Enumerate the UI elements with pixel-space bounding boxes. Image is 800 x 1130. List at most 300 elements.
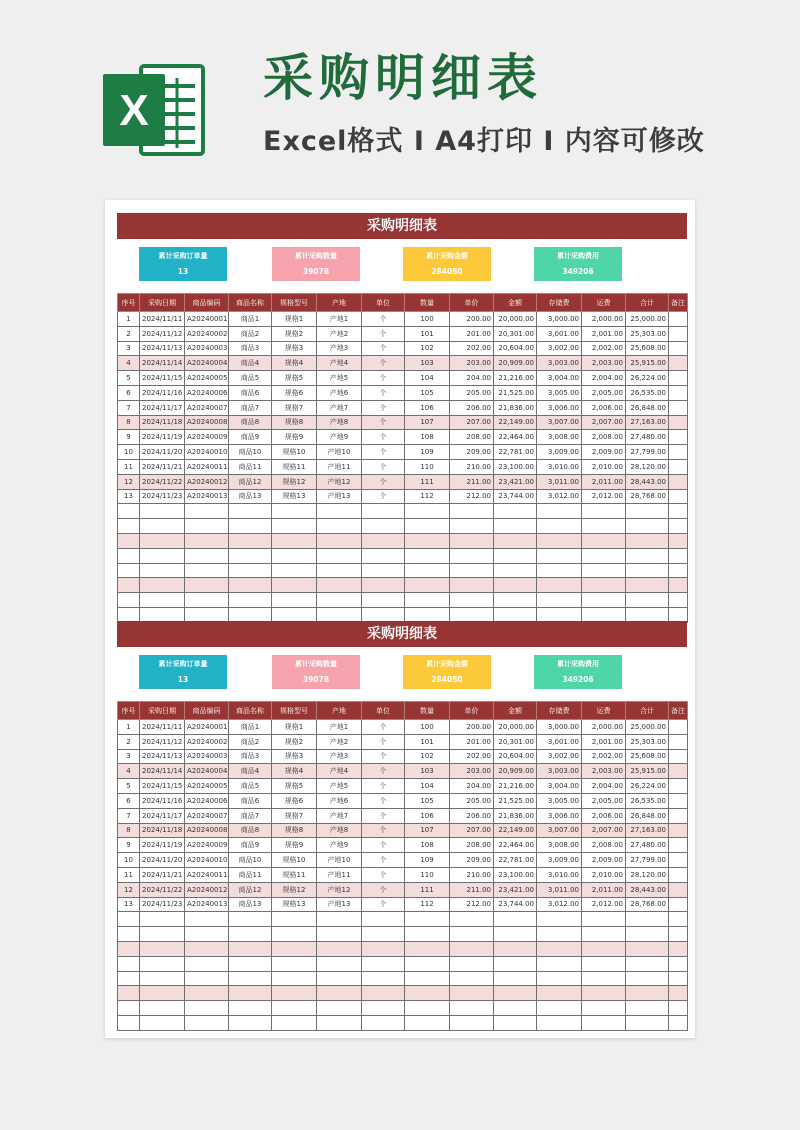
table-cell[interactable]: 2,007.00 (582, 415, 626, 430)
table-cell[interactable]: 商品4 (229, 764, 272, 779)
table-cell[interactable]: 106 (405, 400, 450, 415)
table-cell[interactable] (272, 1001, 317, 1016)
table-cell[interactable]: 23,744.00 (494, 489, 537, 504)
table-cell[interactable]: 2 (118, 326, 140, 341)
table-cell[interactable]: 商品5 (229, 371, 272, 386)
table-cell[interactable]: 2,012.00 (582, 897, 626, 912)
table-cell[interactable] (229, 533, 272, 548)
table-cell[interactable]: 108 (405, 838, 450, 853)
table-cell[interactable]: 204.00 (450, 779, 494, 794)
table-cell[interactable] (118, 578, 140, 593)
table-cell[interactable] (185, 986, 229, 1001)
table-cell[interactable]: 产地1 (317, 312, 362, 327)
table-cell[interactable] (118, 593, 140, 608)
table-cell[interactable] (405, 548, 450, 563)
table-cell[interactable]: 20,604.00 (494, 749, 537, 764)
table-cell[interactable] (362, 593, 405, 608)
table-cell[interactable]: A20240008 (185, 823, 229, 838)
table-cell[interactable] (405, 927, 450, 942)
table-cell[interactable]: 规格12 (272, 474, 317, 489)
table-cell[interactable] (494, 593, 537, 608)
table-cell[interactable] (229, 956, 272, 971)
table-cell[interactable] (317, 533, 362, 548)
table-cell[interactable] (669, 764, 688, 779)
table-cell[interactable] (118, 956, 140, 971)
table-cell[interactable]: 207.00 (450, 415, 494, 430)
table-cell[interactable]: 商品1 (229, 312, 272, 327)
table-cell[interactable] (140, 607, 185, 622)
table-cell[interactable]: 9 (118, 838, 140, 853)
table-cell[interactable] (405, 519, 450, 534)
table-cell[interactable]: 21,525.00 (494, 385, 537, 400)
table-cell[interactable] (362, 941, 405, 956)
table-cell[interactable]: 22,781.00 (494, 853, 537, 868)
table-cell[interactable] (362, 971, 405, 986)
table-cell[interactable] (669, 607, 688, 622)
table-cell[interactable]: 个 (362, 312, 405, 327)
table-cell[interactable] (669, 430, 688, 445)
table-cell[interactable]: 2,009.00 (582, 445, 626, 460)
table-cell[interactable]: 6 (118, 385, 140, 400)
table-cell[interactable]: 规格6 (272, 793, 317, 808)
table-cell[interactable] (582, 593, 626, 608)
table-cell[interactable] (626, 504, 669, 519)
table-cell[interactable]: A20240012 (185, 474, 229, 489)
table-cell[interactable] (669, 986, 688, 1001)
table-cell[interactable]: 13 (118, 897, 140, 912)
table-cell[interactable] (582, 578, 626, 593)
table-cell[interactable] (582, 1001, 626, 1016)
table-cell[interactable]: 205.00 (450, 793, 494, 808)
table-cell[interactable]: 102 (405, 749, 450, 764)
table-cell[interactable]: 2,001.00 (582, 326, 626, 341)
table-cell[interactable]: 个 (362, 415, 405, 430)
table-cell[interactable]: A20240009 (185, 838, 229, 853)
table-cell[interactable]: 规格11 (272, 459, 317, 474)
table-cell[interactable]: 产地5 (317, 779, 362, 794)
table-cell[interactable] (537, 519, 582, 534)
table-cell[interactable]: 产地7 (317, 808, 362, 823)
table-cell[interactable]: 3,005.00 (537, 385, 582, 400)
table-cell[interactable]: 2,009.00 (582, 853, 626, 868)
table-cell[interactable]: 108 (405, 430, 450, 445)
table-cell[interactable]: 产地13 (317, 897, 362, 912)
table-cell[interactable]: 11 (118, 459, 140, 474)
table-cell[interactable] (669, 971, 688, 986)
table-cell[interactable] (272, 533, 317, 548)
table-cell[interactable]: 27,799.00 (626, 853, 669, 868)
table-cell[interactable] (582, 1015, 626, 1030)
table-cell[interactable]: 23,100.00 (494, 867, 537, 882)
table-cell[interactable] (582, 533, 626, 548)
table-cell[interactable]: 3,006.00 (537, 400, 582, 415)
table-cell[interactable]: 21,836.00 (494, 808, 537, 823)
table-cell[interactable]: 2024/11/16 (140, 385, 185, 400)
table-cell[interactable] (494, 971, 537, 986)
table-cell[interactable]: 产地9 (317, 430, 362, 445)
table-cell[interactable]: 112 (405, 489, 450, 504)
table-cell[interactable]: A20240013 (185, 489, 229, 504)
table-cell[interactable] (185, 607, 229, 622)
table-cell[interactable]: 规格3 (272, 749, 317, 764)
table-cell[interactable] (669, 882, 688, 897)
table-cell[interactable]: 个 (362, 823, 405, 838)
table-cell[interactable]: 209.00 (450, 853, 494, 868)
table-cell[interactable] (494, 504, 537, 519)
table-cell[interactable] (669, 749, 688, 764)
table-cell[interactable]: A20240008 (185, 415, 229, 430)
table-cell[interactable]: 商品1 (229, 720, 272, 735)
table-cell[interactable]: 2,010.00 (582, 459, 626, 474)
table-cell[interactable]: 3,012.00 (537, 897, 582, 912)
table-cell[interactable]: 个 (362, 326, 405, 341)
table-cell[interactable]: 2,003.00 (582, 764, 626, 779)
table-cell[interactable]: 产地6 (317, 385, 362, 400)
table-cell[interactable]: 28,120.00 (626, 459, 669, 474)
table-cell[interactable]: 23,744.00 (494, 897, 537, 912)
table-cell[interactable] (229, 563, 272, 578)
table-cell[interactable] (118, 986, 140, 1001)
table-cell[interactable]: 25,000.00 (626, 312, 669, 327)
table-cell[interactable]: 商品7 (229, 808, 272, 823)
table-cell[interactable] (669, 912, 688, 927)
table-cell[interactable]: 产地12 (317, 882, 362, 897)
table-cell[interactable]: 205.00 (450, 385, 494, 400)
table-cell[interactable] (669, 445, 688, 460)
table-cell[interactable] (118, 519, 140, 534)
table-cell[interactable]: 2024/11/11 (140, 312, 185, 327)
table-cell[interactable] (405, 941, 450, 956)
table-cell[interactable] (229, 607, 272, 622)
table-cell[interactable] (272, 593, 317, 608)
table-cell[interactable] (362, 607, 405, 622)
table-cell[interactable] (362, 578, 405, 593)
table-cell[interactable]: 207.00 (450, 823, 494, 838)
table-cell[interactable] (450, 578, 494, 593)
table-cell[interactable] (669, 956, 688, 971)
table-cell[interactable] (494, 1001, 537, 1016)
table-cell[interactable]: 个 (362, 341, 405, 356)
table-cell[interactable]: 个 (362, 734, 405, 749)
table-cell[interactable] (317, 519, 362, 534)
table-cell[interactable]: 12 (118, 882, 140, 897)
table-cell[interactable] (537, 956, 582, 971)
table-cell[interactable]: 2,008.00 (582, 430, 626, 445)
table-cell[interactable] (272, 607, 317, 622)
table-cell[interactable]: 2,011.00 (582, 882, 626, 897)
table-cell[interactable] (317, 548, 362, 563)
table-cell[interactable]: 2024/11/22 (140, 474, 185, 489)
table-cell[interactable] (537, 504, 582, 519)
table-cell[interactable] (537, 548, 582, 563)
table-cell[interactable]: 2024/11/22 (140, 882, 185, 897)
table-cell[interactable]: 产地11 (317, 867, 362, 882)
table-cell[interactable] (317, 927, 362, 942)
table-cell[interactable]: 100 (405, 312, 450, 327)
table-cell[interactable]: 212.00 (450, 897, 494, 912)
table-cell[interactable]: A20240001 (185, 720, 229, 735)
table-cell[interactable]: 3,009.00 (537, 853, 582, 868)
table-cell[interactable]: 规格3 (272, 341, 317, 356)
table-cell[interactable]: A20240007 (185, 400, 229, 415)
table-cell[interactable] (229, 1001, 272, 1016)
table-cell[interactable] (317, 1001, 362, 1016)
table-cell[interactable] (405, 593, 450, 608)
table-cell[interactable]: 2024/11/13 (140, 749, 185, 764)
table-cell[interactable]: 20,000.00 (494, 720, 537, 735)
table-cell[interactable] (626, 971, 669, 986)
table-cell[interactable]: A20240002 (185, 734, 229, 749)
table-cell[interactable] (669, 519, 688, 534)
table-cell[interactable] (362, 504, 405, 519)
table-cell[interactable] (362, 1001, 405, 1016)
table-cell[interactable]: 规格5 (272, 779, 317, 794)
table-cell[interactable]: A20240005 (185, 371, 229, 386)
table-cell[interactable]: 7 (118, 400, 140, 415)
table-cell[interactable]: 28,120.00 (626, 867, 669, 882)
table-cell[interactable]: 个 (362, 459, 405, 474)
table-cell[interactable]: 2024/11/23 (140, 897, 185, 912)
table-cell[interactable]: 规格13 (272, 489, 317, 504)
table-cell[interactable] (669, 563, 688, 578)
table-cell[interactable]: 202.00 (450, 749, 494, 764)
table-cell[interactable]: 110 (405, 867, 450, 882)
table-cell[interactable] (582, 504, 626, 519)
table-cell[interactable] (229, 578, 272, 593)
table-cell[interactable]: 2024/11/12 (140, 326, 185, 341)
table-cell[interactable] (185, 533, 229, 548)
table-cell[interactable] (229, 971, 272, 986)
table-cell[interactable]: 27,163.00 (626, 415, 669, 430)
table-cell[interactable]: 3,002.00 (537, 341, 582, 356)
table-cell[interactable]: 个 (362, 400, 405, 415)
table-cell[interactable]: 2,011.00 (582, 474, 626, 489)
table-cell[interactable] (405, 1015, 450, 1030)
table-cell[interactable]: A20240001 (185, 312, 229, 327)
table-cell[interactable]: 2024/11/14 (140, 764, 185, 779)
table-cell[interactable]: 27,480.00 (626, 838, 669, 853)
table-cell[interactable]: 个 (362, 430, 405, 445)
table-cell[interactable] (362, 519, 405, 534)
table-cell[interactable]: 3,009.00 (537, 445, 582, 460)
table-cell[interactable] (669, 356, 688, 371)
table-cell[interactable]: 规格10 (272, 853, 317, 868)
table-cell[interactable]: 2024/11/15 (140, 779, 185, 794)
table-cell[interactable]: 个 (362, 749, 405, 764)
table-cell[interactable] (185, 971, 229, 986)
table-cell[interactable]: 个 (362, 445, 405, 460)
table-cell[interactable]: 107 (405, 823, 450, 838)
table-cell[interactable]: 28,768.00 (626, 489, 669, 504)
table-cell[interactable] (626, 563, 669, 578)
table-cell[interactable]: 21,216.00 (494, 779, 537, 794)
table-cell[interactable]: 210.00 (450, 867, 494, 882)
table-cell[interactable] (272, 1015, 317, 1030)
table-cell[interactable]: 2,006.00 (582, 808, 626, 823)
table-cell[interactable] (317, 956, 362, 971)
table-cell[interactable]: 11 (118, 867, 140, 882)
table-cell[interactable] (405, 912, 450, 927)
table-cell[interactable]: 4 (118, 356, 140, 371)
table-cell[interactable]: 103 (405, 356, 450, 371)
table-cell[interactable]: 22,149.00 (494, 415, 537, 430)
table-cell[interactable]: 2024/11/20 (140, 853, 185, 868)
table-cell[interactable] (582, 971, 626, 986)
table-cell[interactable] (185, 519, 229, 534)
table-cell[interactable]: 3,000.00 (537, 720, 582, 735)
table-cell[interactable] (405, 986, 450, 1001)
table-cell[interactable]: 3,010.00 (537, 867, 582, 882)
table-cell[interactable]: 规格4 (272, 356, 317, 371)
table-cell[interactable] (272, 971, 317, 986)
table-cell[interactable] (537, 1001, 582, 1016)
table-cell[interactable]: 202.00 (450, 341, 494, 356)
table-cell[interactable]: 商品9 (229, 430, 272, 445)
table-cell[interactable] (494, 548, 537, 563)
table-cell[interactable]: 2,000.00 (582, 312, 626, 327)
table-cell[interactable]: 101 (405, 734, 450, 749)
table-cell[interactable]: 商品2 (229, 326, 272, 341)
table-cell[interactable] (317, 941, 362, 956)
table-cell[interactable]: 10 (118, 853, 140, 868)
table-cell[interactable]: 103 (405, 764, 450, 779)
table-cell[interactable]: 个 (362, 474, 405, 489)
table-cell[interactable] (450, 1015, 494, 1030)
table-cell[interactable] (118, 941, 140, 956)
table-cell[interactable]: 商品3 (229, 341, 272, 356)
table-cell[interactable]: 105 (405, 793, 450, 808)
table-cell[interactable]: 产地11 (317, 459, 362, 474)
table-cell[interactable]: 2024/11/23 (140, 489, 185, 504)
table-cell[interactable] (582, 548, 626, 563)
table-cell[interactable]: 个 (362, 371, 405, 386)
table-cell[interactable] (450, 971, 494, 986)
table-cell[interactable]: 商品7 (229, 400, 272, 415)
table-cell[interactable] (272, 578, 317, 593)
table-cell[interactable] (626, 607, 669, 622)
table-cell[interactable]: 个 (362, 356, 405, 371)
table-cell[interactable]: 3,008.00 (537, 430, 582, 445)
table-cell[interactable]: 6 (118, 793, 140, 808)
table-cell[interactable] (669, 793, 688, 808)
table-cell[interactable] (140, 912, 185, 927)
table-cell[interactable] (405, 956, 450, 971)
table-cell[interactable] (140, 563, 185, 578)
table-cell[interactable] (669, 808, 688, 823)
table-cell[interactable]: 3,002.00 (537, 749, 582, 764)
table-cell[interactable] (626, 533, 669, 548)
table-cell[interactable]: 商品8 (229, 415, 272, 430)
table-cell[interactable] (272, 956, 317, 971)
table-cell[interactable]: 212.00 (450, 489, 494, 504)
table-cell[interactable]: 28,443.00 (626, 882, 669, 897)
table-cell[interactable]: 2024/11/17 (140, 400, 185, 415)
table-cell[interactable]: 3,006.00 (537, 808, 582, 823)
table-cell[interactable] (669, 326, 688, 341)
table-cell[interactable] (317, 986, 362, 1001)
table-cell[interactable] (450, 956, 494, 971)
table-cell[interactable]: 产地6 (317, 793, 362, 808)
table-cell[interactable]: 3,007.00 (537, 415, 582, 430)
table-cell[interactable]: 111 (405, 474, 450, 489)
table-cell[interactable]: 2024/11/21 (140, 459, 185, 474)
table-cell[interactable] (494, 519, 537, 534)
table-cell[interactable]: 209.00 (450, 445, 494, 460)
table-cell[interactable]: 2,003.00 (582, 356, 626, 371)
table-cell[interactable]: 1 (118, 312, 140, 327)
table-cell[interactable] (450, 927, 494, 942)
table-cell[interactable]: 商品9 (229, 838, 272, 853)
table-cell[interactable]: 20,909.00 (494, 764, 537, 779)
table-cell[interactable] (669, 341, 688, 356)
table-cell[interactable]: A20240005 (185, 779, 229, 794)
table-cell[interactable] (626, 1015, 669, 1030)
table-cell[interactable] (405, 1001, 450, 1016)
table-cell[interactable] (494, 986, 537, 1001)
table-cell[interactable]: 2024/11/20 (140, 445, 185, 460)
table-cell[interactable]: 2,012.00 (582, 489, 626, 504)
table-cell[interactable] (405, 607, 450, 622)
table-cell[interactable] (626, 941, 669, 956)
table-cell[interactable]: 3,004.00 (537, 371, 582, 386)
table-cell[interactable] (140, 927, 185, 942)
table-cell[interactable]: 2,004.00 (582, 371, 626, 386)
table-cell[interactable] (140, 519, 185, 534)
table-cell[interactable]: 规格5 (272, 371, 317, 386)
table-cell[interactable] (494, 578, 537, 593)
table-cell[interactable] (405, 971, 450, 986)
table-cell[interactable] (185, 563, 229, 578)
table-cell[interactable] (118, 912, 140, 927)
table-cell[interactable] (405, 578, 450, 593)
table-cell[interactable]: 25,915.00 (626, 764, 669, 779)
table-cell[interactable]: 个 (362, 720, 405, 735)
table-cell[interactable] (669, 1015, 688, 1030)
table-cell[interactable]: 2024/11/17 (140, 808, 185, 823)
table-cell[interactable] (450, 504, 494, 519)
table-cell[interactable]: 204.00 (450, 371, 494, 386)
table-cell[interactable]: 21,836.00 (494, 400, 537, 415)
table-cell[interactable] (537, 912, 582, 927)
table-cell[interactable]: 商品10 (229, 853, 272, 868)
table-cell[interactable] (140, 504, 185, 519)
table-cell[interactable] (450, 912, 494, 927)
table-cell[interactable]: 3,008.00 (537, 838, 582, 853)
table-cell[interactable] (669, 548, 688, 563)
table-cell[interactable]: 3,007.00 (537, 823, 582, 838)
table-cell[interactable] (582, 912, 626, 927)
table-cell[interactable] (582, 986, 626, 1001)
table-cell[interactable]: 3,003.00 (537, 764, 582, 779)
table-cell[interactable]: 2024/11/15 (140, 371, 185, 386)
table-cell[interactable] (317, 504, 362, 519)
table-cell[interactable] (118, 548, 140, 563)
table-cell[interactable]: 商品6 (229, 793, 272, 808)
table-cell[interactable]: 2,005.00 (582, 385, 626, 400)
table-cell[interactable]: 规格10 (272, 445, 317, 460)
table-cell[interactable]: 商品12 (229, 882, 272, 897)
table-cell[interactable] (669, 838, 688, 853)
table-cell[interactable]: 20,909.00 (494, 356, 537, 371)
table-cell[interactable] (494, 563, 537, 578)
table-cell[interactable] (185, 548, 229, 563)
table-cell[interactable]: 规格13 (272, 897, 317, 912)
table-cell[interactable] (494, 1015, 537, 1030)
table-cell[interactable] (272, 986, 317, 1001)
table-cell[interactable] (140, 971, 185, 986)
table-cell[interactable]: 7 (118, 808, 140, 823)
table-cell[interactable] (626, 548, 669, 563)
